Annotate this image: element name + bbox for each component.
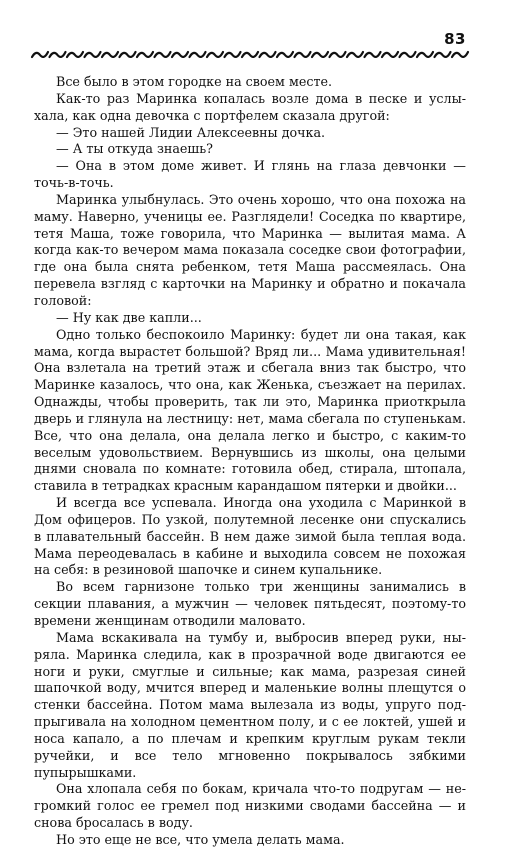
- paragraph: Мама вскакивала на тумбу и, выбросив вперед руки, ныряла. Маринка следила, как в прозрачной воде двигаются ее ноги и руки, смуглые и сильные; как мама, разрезая синей шапочкой воду, мчится вперед и маленькие волны плещутся о стенки бассейна. Потом мама вылезала из воды, упруго подпрыгивала на холодном цементном полу, и с ее локтей, ушей и носа капало, а по плечам и крепким круглым рукам текли ручейки, и все тело мгновенно покрывалось зябкими пупырышками.: [34, 629, 466, 780]
- paragraph: — Ну как две капли...: [56, 309, 202, 325]
- paragraph: И всегда все успевала. Иногда она уходила с Маринкой в Дом офицеров. По узкой, полутемной лесенке они спускались в плавательный бассейн. В нем даже зимой была теплая вода. Мама переодевалась в кабине и выходила совсем не похожая на себя: в резиновой шапочке и синем купальнике.: [34, 495, 466, 578]
- paragraph: Но это еще не все, что умела делать мама.: [56, 831, 345, 847]
- wave-mark: [295, 52, 311, 57]
- tilde-wave-rule-icon: [30, 46, 470, 62]
- wave-mark: [452, 52, 468, 57]
- wave-mark: [102, 52, 118, 57]
- page-number: 83: [444, 30, 466, 48]
- wave-mark: [365, 52, 381, 57]
- wave-mark: [67, 52, 83, 57]
- wave-mark: [85, 52, 101, 57]
- wave-mark: [50, 52, 66, 57]
- wave-mark: [277, 52, 293, 57]
- paragraph: Все было в этом городке на своем месте.: [56, 74, 333, 89]
- wave-mark: [435, 52, 451, 57]
- wave-mark: [330, 52, 346, 57]
- wave-mark: [382, 52, 398, 57]
- wave-mark: [190, 52, 206, 57]
- paragraph: Одно только беспокоило Маринку: будет ли она такая, как мама, когда вырастет большой? Вряд ли... Мама удивительная! Она взлетала на третий этаж и сбегала вниз так быстро, что Маринке казалось, что она, как Женька, съезжает на перилах. Однажды, чтобы проверить, так ли это, Маринка приоткрыла дверь и глянула на лестницу: нет, мама сбегала по ступенькам. Все, что она делала, она делала легко и быстро, с каким-то веселым удовольствием. Вернувшись из школы, она целыми днями сновала по комнате: готовила обед, стирала, штопала, ставила в тетрадках красным карандашом пятерки и двойки...: [34, 326, 466, 494]
- paragraph: — А ты откуда знаешь?: [56, 141, 213, 157]
- paragraph: — Это нашей Лидии Алексеевны дочка.: [56, 124, 326, 140]
- wave-mark: [120, 52, 136, 57]
- paragraph: Она хлопала себя по бокам, кричала что-то подругам — негромкий голос ее гремел под низкими сводами бассейна — и снова бросалась в воду.: [34, 781, 466, 831]
- paragraph: Как-то раз Маринка копалась возле дома в песке и услыхала, как одна девочка с портфелем сказала другой:: [34, 90, 466, 123]
- paragraph: Маринка улыбнулась. Это очень хорошо, что она похожа на маму. Наверно, ученицы ее. Разглядели! Соседка по квартире, тетя Маша, тоже говорила, что Маринка — вылитая мама. А когда как-то вечером мама показала соседке свои фотографии, где она была снята ребенком, тетя Маша рассмеялась. Она перевела взгляд с карточки на Маринку и обратно и покачала головой:: [34, 191, 466, 308]
- wave-mark: [225, 52, 241, 57]
- wave-mark: [32, 52, 48, 57]
- wave-mark: [242, 52, 258, 57]
- paragraph: Во всем гарнизоне только три женщины занимались в секции плавания, а мужчин — человек пятьдесят, поэтому-то времени женщинам отводили маловато.: [34, 579, 466, 628]
- wave-mark: [172, 52, 188, 57]
- wave-mark: [417, 52, 433, 57]
- wave-mark: [207, 52, 223, 57]
- wave-mark: [400, 52, 416, 57]
- wave-mark: [137, 52, 153, 57]
- wave-mark: [260, 52, 276, 57]
- paragraph: — Она в этом доме живет. И глянь на глаза девчонки — точь-в-точь.: [34, 158, 466, 191]
- wave-mark: [155, 52, 171, 57]
- wave-mark: [312, 52, 328, 57]
- wave-mark: [347, 52, 363, 57]
- text-body: [34, 74, 466, 849]
